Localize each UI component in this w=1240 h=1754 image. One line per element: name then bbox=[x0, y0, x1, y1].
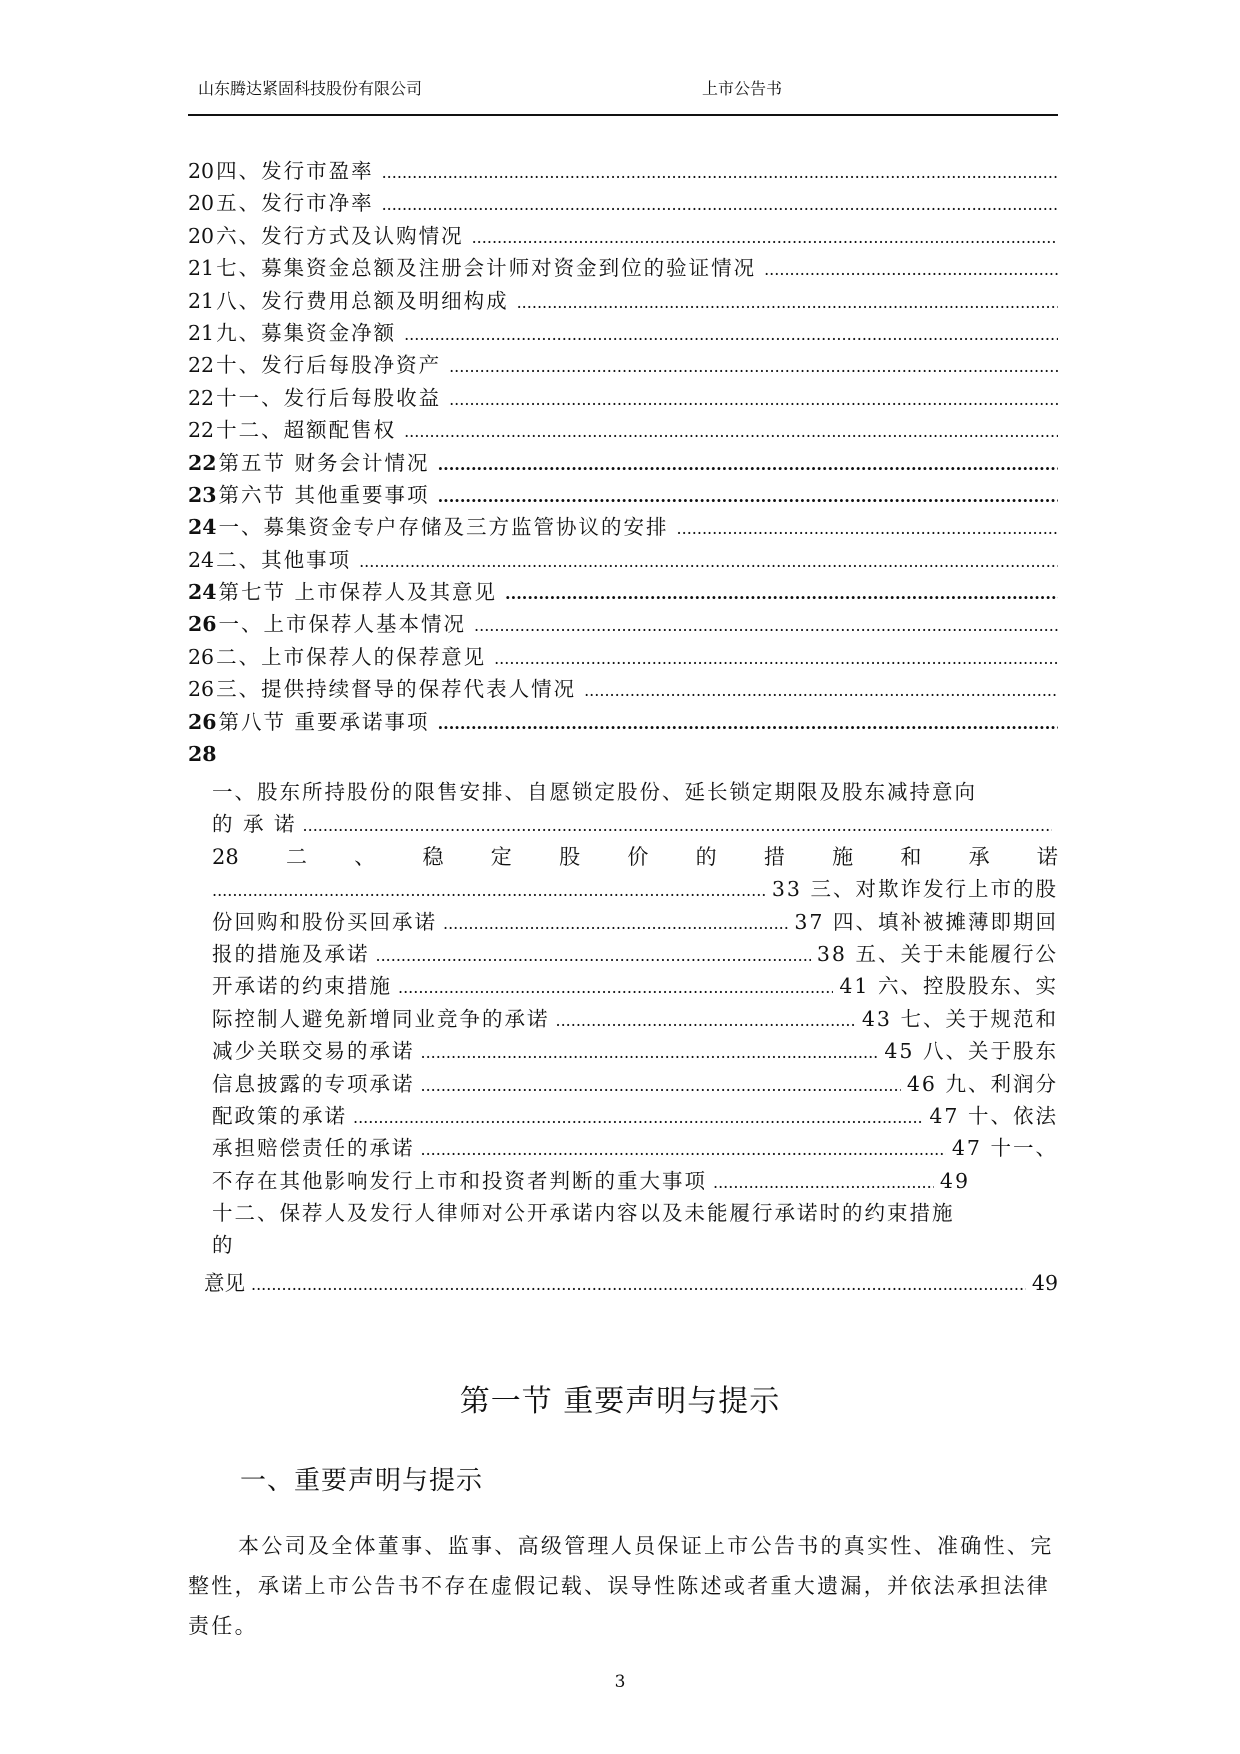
toc-wrapped-line[interactable]: 一、股东所持股份的限售安排、自愿锁定股份、延长锁定期限及股东减持意向 bbox=[212, 780, 977, 804]
toc-wrapped-line[interactable]: 配政策的承诺 ..... 47 十、依法 bbox=[212, 1100, 1058, 1132]
toc-entry-title: 十一、发行后每股收益 bbox=[216, 385, 442, 410]
toc-entry-page: 24 bbox=[188, 515, 217, 540]
toc-wrapped-line[interactable]: 的 bbox=[212, 1233, 235, 1258]
toc-leader-dots bbox=[438, 447, 1058, 481]
toc-entry[interactable] bbox=[188, 706, 1058, 738]
toc-entry[interactable] bbox=[188, 641, 1058, 673]
toc-wrapped-line[interactable]: 的 承 诺 ..... bbox=[212, 808, 1058, 840]
header-company: 山东腾达紧固科技股份有限公司 bbox=[198, 79, 423, 98]
sub-title: 一、重要声明与提示 bbox=[240, 1466, 484, 1496]
toc-entry-page: 20 bbox=[188, 191, 215, 216]
toc-wrapped-line[interactable]: 报的措施及承诺 ..... 38 五、关于未能履行公 bbox=[212, 938, 1058, 970]
header-doc-title: 上市公告书 bbox=[702, 79, 783, 98]
toc-entry-title: 六、发行方式及认购情况 bbox=[216, 223, 464, 248]
toc-leader-dots bbox=[584, 673, 1058, 707]
toc-entry-title: 九、募集资金净额 bbox=[216, 320, 397, 345]
toc-entry[interactable] bbox=[188, 285, 1058, 317]
toc-leader-dots bbox=[449, 349, 1058, 383]
toc-wrapped-line[interactable]: 承担赔偿责任的承诺 ..... 47 十一、 bbox=[212, 1132, 1058, 1164]
toc-entry-page: 22 bbox=[188, 353, 215, 378]
toc-entry-page: 21 bbox=[188, 256, 215, 281]
toc-wrapped-line[interactable]: 信息披露的专项承诺 ..... 46 九、利润分 bbox=[212, 1068, 1058, 1100]
toc-wrapped-line[interactable]: 际控制人避免新增同业竞争的承诺 ..... 43 七、关于规范和 bbox=[212, 1003, 1058, 1035]
toc-leader-dots bbox=[474, 608, 1058, 642]
toc-entry-page: 21 bbox=[188, 288, 215, 313]
toc-entry-title: 三、提供持续督导的保荐代表人情况 bbox=[216, 677, 577, 702]
toc-leader-dots bbox=[438, 479, 1058, 513]
toc-wrapped-line[interactable]: 份回购和股份买回承诺 ..... 37 四、填补被摊薄即期回 bbox=[212, 906, 1058, 938]
toc-leader-dots bbox=[764, 252, 1058, 286]
toc-entry[interactable] bbox=[188, 252, 1058, 284]
toc-wrapped-line[interactable]: 十二、保荐人及发行人律师对公开承诺内容以及未能履行承诺时的约束措施 bbox=[212, 1201, 955, 1226]
toc-entry[interactable] bbox=[188, 673, 1058, 705]
toc-entry-title: 第六节 其他重要事项 bbox=[218, 482, 430, 507]
toc-entry[interactable] bbox=[188, 349, 1058, 381]
toc-entry-page: 28 bbox=[188, 742, 217, 767]
toc-leader-dots bbox=[404, 414, 1058, 448]
toc-leader-dots bbox=[449, 382, 1058, 416]
toc-entry-page: 24 bbox=[188, 547, 215, 572]
section-title: 第一节 重要声明与提示 bbox=[459, 1384, 781, 1419]
toc-leader-dots bbox=[494, 641, 1058, 675]
toc-leader-dots bbox=[359, 544, 1058, 578]
toc-entry[interactable] bbox=[188, 382, 1058, 414]
toc-entry-page: 20 bbox=[188, 223, 215, 248]
toc-entry[interactable] bbox=[188, 447, 1058, 479]
toc-entry-title: 七、募集资金总额及注册会计师对资金到位的验证情况 bbox=[216, 256, 757, 281]
toc-entry[interactable] bbox=[188, 414, 1058, 446]
toc-entry-page: 22 bbox=[188, 418, 215, 443]
toc-entry-page: 24 bbox=[188, 580, 217, 605]
toc-wrapped-line[interactable]: 不存在其他影响发行上市和投资者判断的重大事项 ..... 49 bbox=[212, 1165, 1058, 1197]
toc-spread-line[interactable]: 28 二 、 稳 定 股 价 的 措 施 和 承 诺 bbox=[212, 844, 1058, 869]
table-of-contents bbox=[188, 155, 1058, 770]
toc-entry-title: 一、上市保荐人基本情况 bbox=[218, 612, 467, 637]
toc-entry-title: 八、发行费用总额及明细构成 bbox=[216, 288, 509, 313]
toc-entry-page: 21 bbox=[188, 320, 215, 345]
toc-entry-page: 26 bbox=[188, 612, 217, 637]
toc-leader-dots bbox=[472, 220, 1058, 254]
toc-leader-dots bbox=[438, 706, 1058, 740]
toc-entry-title: 第五节 财务会计情况 bbox=[218, 450, 430, 475]
toc-entry[interactable] bbox=[188, 511, 1058, 543]
toc-entry-title: 十、发行后每股净资产 bbox=[216, 353, 442, 378]
toc-entry[interactable] bbox=[188, 544, 1058, 576]
toc-entry-title: 二、上市保荐人的保荐意见 bbox=[216, 644, 487, 669]
toc-entry-title: 二、其他事项 bbox=[216, 547, 352, 572]
toc-leader-dots bbox=[505, 576, 1058, 610]
toc-entry[interactable] bbox=[188, 155, 1058, 187]
toc-wrapped-line[interactable]: 开承诺的约束措施 ..... 41 六、控股股东、实 bbox=[212, 970, 1058, 1002]
toc-entry[interactable] bbox=[188, 608, 1058, 640]
toc-entry-opinions[interactable]: 意见 ..... 49 bbox=[204, 1267, 1058, 1299]
toc-wrapped-paragraph bbox=[212, 776, 1058, 1262]
toc-entry-title: 第七节 上市保荐人及其意见 bbox=[218, 580, 498, 605]
toc-entry-page: 22 bbox=[188, 450, 217, 475]
toc-entry[interactable] bbox=[188, 220, 1058, 252]
body-paragraph: 本公司及全体董事、监事、高级管理人员保证上市公告书的真实性、准确性、完整性，承诺上市公告书不存在虚假记载、误导性陈述或者重大遗漏，并依法承担法律责任。 bbox=[188, 1534, 1054, 1638]
toc-entry-page: 20 bbox=[188, 159, 215, 183]
page-header bbox=[188, 76, 1058, 100]
toc-leader-dots bbox=[677, 511, 1058, 545]
toc-entry-page: 26 bbox=[188, 644, 215, 669]
toc-entry-title: 四、发行市盈率 bbox=[216, 159, 374, 183]
toc-entry-title: 五、发行市净率 bbox=[216, 191, 374, 216]
toc-leader-dots bbox=[382, 187, 1058, 221]
toc-entry-page: 23 bbox=[188, 482, 217, 507]
toc-wrapped-line[interactable]: ..... 33 三、对欺诈发行上市的股 bbox=[212, 873, 1058, 905]
toc-leader-dots bbox=[404, 317, 1058, 351]
toc-entry[interactable] bbox=[188, 576, 1058, 608]
toc-entry-title: 一、募集资金专户存储及三方监管协议的安排 bbox=[218, 515, 669, 540]
toc-entry-page: 26 bbox=[188, 677, 215, 702]
header-rule bbox=[188, 114, 1058, 116]
toc-entry-title: 第八节 重要承诺事项 bbox=[218, 709, 430, 734]
toc-leader-dots bbox=[517, 285, 1058, 319]
page-number: 3 bbox=[614, 1672, 626, 1692]
toc-wrapped-line[interactable]: 减少关联交易的承诺 ..... 45 八、关于股东 bbox=[212, 1035, 1058, 1067]
toc-leader-dots bbox=[382, 155, 1058, 189]
toc-entry-title: 十二、超额配售权 bbox=[216, 418, 397, 443]
toc-entry-page: 22 bbox=[188, 385, 215, 410]
toc-entry[interactable] bbox=[188, 187, 1058, 219]
toc-entry[interactable] bbox=[188, 479, 1058, 511]
toc-entry[interactable] bbox=[188, 317, 1058, 349]
toc-entry-page: 26 bbox=[188, 709, 217, 734]
